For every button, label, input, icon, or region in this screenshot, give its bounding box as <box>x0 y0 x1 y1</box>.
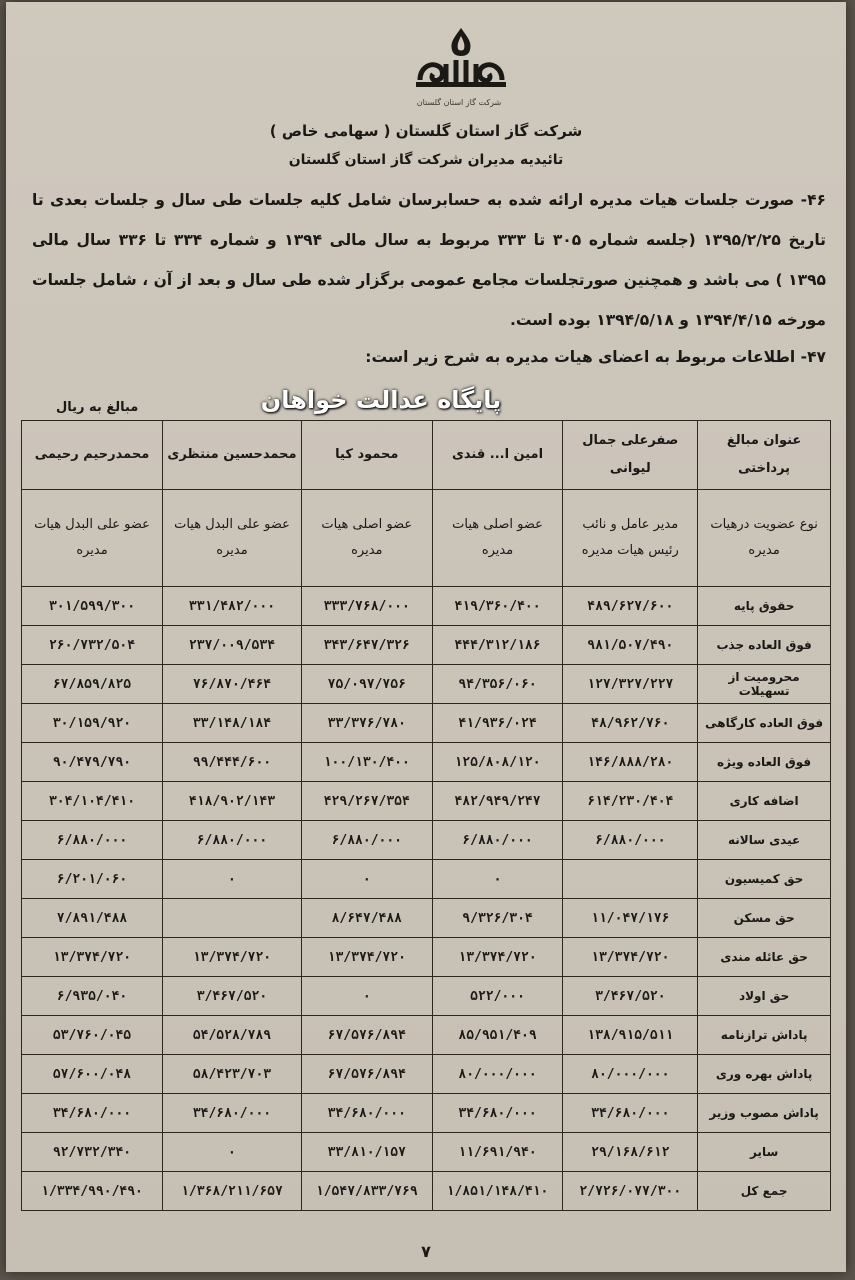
row-label: پاداش ترازنامه <box>698 1016 831 1055</box>
table-row <box>22 1172 831 1211</box>
amount-cell: ۳/۴۶۷/۵۲۰ <box>163 977 302 1016</box>
amount-cell: ۸۰/۰۰۰/۰۰۰ <box>563 1055 698 1094</box>
table-row <box>22 938 831 977</box>
row-label: محرومیت از تسهیلات <box>698 665 831 704</box>
member-name: محمود کیا <box>301 421 432 490</box>
table-row <box>22 977 831 1016</box>
amount-cell: ۱۳/۳۷۴/۷۲۰ <box>301 938 432 977</box>
amount-cell: ۶۷/۵۷۶/۸۹۴ <box>301 1016 432 1055</box>
amount-cell: ۲۹/۱۶۸/۶۱۲ <box>563 1133 698 1172</box>
amount-cell: ۱۳/۳۷۴/۷۲۰ <box>432 938 563 977</box>
amount-cell: ۳۴/۶۸۰/۰۰۰ <box>163 1094 302 1133</box>
amount-cell: ۵۳/۷۶۰/۰۴۵ <box>22 1016 163 1055</box>
row-label: حق عائله مندی <box>698 938 831 977</box>
table-row <box>22 743 831 782</box>
amount-cell: ۵۲۲/۰۰۰ <box>432 977 563 1016</box>
table-row <box>22 626 831 665</box>
amount-cell: ۰ <box>432 860 563 899</box>
logo-caption: شرکت گاز استان گلستان <box>416 98 502 107</box>
amount-cell: ۱/۸۵۱/۱۴۸/۴۱۰ <box>432 1172 563 1211</box>
amount-cell: ۶/۸۸۰/۰۰۰ <box>22 821 163 860</box>
watermark-text: پایگاه عدالت خواهان <box>260 386 502 414</box>
amount-cell: ۱۳/۳۷۴/۷۲۰ <box>163 938 302 977</box>
amount-cell: ۲۶۰/۷۳۲/۵۰۴ <box>22 626 163 665</box>
amount-cell: ۵۷/۶۰۰/۰۴۸ <box>22 1055 163 1094</box>
row-label: حق اولاد <box>698 977 831 1016</box>
amount-cell: ۶۷/۸۵۹/۸۲۵ <box>22 665 163 704</box>
company-logo-icon <box>406 24 516 94</box>
amount-cell: ۰ <box>163 1133 302 1172</box>
amount-cell: ۸/۶۴۷/۴۸۸ <box>301 899 432 938</box>
table-row <box>22 1016 831 1055</box>
amount-cell: ۶/۸۸۰/۰۰۰ <box>432 821 563 860</box>
amount-cell: ۶۱۴/۲۳۰/۴۰۴ <box>563 782 698 821</box>
amount-cell: ۲۳۷/۰۰۹/۵۳۴ <box>163 626 302 665</box>
note-47-heading: ۴۷- اطلاعات مربوط به اعضای هیات مدیره به شرح زیر است: <box>365 348 826 366</box>
table-row <box>22 782 831 821</box>
amount-cell: ۳۴/۶۸۰/۰۰۰ <box>563 1094 698 1133</box>
amount-cell: ۴۸۲/۹۴۹/۲۴۷ <box>432 782 563 821</box>
amount-cell: ۴۲۹/۲۶۷/۳۵۴ <box>301 782 432 821</box>
approval-title: تائیدیه مدیران شرکت گاز استان گلستان <box>288 152 564 168</box>
member-name: محمدحسین منتظری <box>163 421 302 490</box>
row-label: حق مسکن <box>698 899 831 938</box>
corner-header-name: عنوان مبالغ پرداختی <box>698 421 831 490</box>
amount-cell: ۰ <box>301 860 432 899</box>
amount-cell: ۹۸۱/۵۰۷/۴۹۰ <box>563 626 698 665</box>
amount-cell: ۳۳/۳۷۶/۷۸۰ <box>301 704 432 743</box>
amount-cell: ۲/۷۲۶/۰۷۷/۳۰۰ <box>563 1172 698 1211</box>
amount-cell: ۴۱۸/۹۰۲/۱۴۳ <box>163 782 302 821</box>
row-label: سایر <box>698 1133 831 1172</box>
amount-cell: ۱/۳۶۸/۲۱۱/۶۵۷ <box>163 1172 302 1211</box>
table-row <box>22 1133 831 1172</box>
page-number: ۷ <box>421 1242 431 1261</box>
amount-cell: ۱/۵۴۷/۸۳۳/۷۶۹ <box>301 1172 432 1211</box>
table-header-roles <box>22 490 831 587</box>
amount-cell: ۳۳۳/۷۶۸/۰۰۰ <box>301 587 432 626</box>
amount-cell: ۳۳/۱۴۸/۱۸۴ <box>163 704 302 743</box>
amount-cell: ۳۳۱/۴۸۲/۰۰۰ <box>163 587 302 626</box>
row-label: فوق العاده ویژه <box>698 743 831 782</box>
table-row <box>22 665 831 704</box>
amount-cell: ۶۷/۵۷۶/۸۹۴ <box>301 1055 432 1094</box>
amount-cell: ۴۴۴/۳۱۲/۱۸۶ <box>432 626 563 665</box>
table-header-names <box>22 421 831 490</box>
amount-cell: ۱۳/۳۷۴/۷۲۰ <box>563 938 698 977</box>
amount-cell: ۳۴/۶۸۰/۰۰۰ <box>432 1094 563 1133</box>
amount-cell: ۶/۸۸۰/۰۰۰ <box>563 821 698 860</box>
amount-cell: ۱/۳۳۴/۹۹۰/۴۹۰ <box>22 1172 163 1211</box>
amount-cell: ۷/۸۹۱/۴۸۸ <box>22 899 163 938</box>
row-label: حقوق پایه <box>698 587 831 626</box>
member-name: محمدرحیم رحیمی <box>22 421 163 490</box>
row-label: پاداش مصوب وزیر <box>698 1094 831 1133</box>
row-label: فوق العاده کارگاهی <box>698 704 831 743</box>
table-row <box>22 860 831 899</box>
currency-unit-label: مبالغ به ریال <box>56 400 139 415</box>
amount-cell: ۱۴۶/۸۸۸/۲۸۰ <box>563 743 698 782</box>
amount-cell: ۳۰۴/۱۰۴/۴۱۰ <box>22 782 163 821</box>
member-name: امین ا... قندی <box>432 421 563 490</box>
row-label: حق کمیسیون <box>698 860 831 899</box>
amount-cell: ۱۳/۳۷۴/۷۲۰ <box>22 938 163 977</box>
amount-cell: ۴۱۹/۳۶۰/۴۰۰ <box>432 587 563 626</box>
amount-cell <box>163 899 302 938</box>
row-label: اضافه کاری <box>698 782 831 821</box>
corner-header-role: نوع عضویت درهیات مدیره <box>698 490 831 587</box>
member-role: عضو علی البدل هیات مدیره <box>163 490 302 587</box>
amount-cell: ۱۳۸/۹۱۵/۵۱۱ <box>563 1016 698 1055</box>
amount-cell: ۸۰/۰۰۰/۰۰۰ <box>432 1055 563 1094</box>
table-row <box>22 587 831 626</box>
amount-cell: ۳۰/۱۵۹/۹۲۰ <box>22 704 163 743</box>
amount-cell: ۱۱/۰۴۷/۱۷۶ <box>563 899 698 938</box>
amount-cell: ۹۰/۴۷۹/۷۹۰ <box>22 743 163 782</box>
row-label: عیدی سالانه <box>698 821 831 860</box>
amount-cell: ۴۱/۹۳۶/۰۲۴ <box>432 704 563 743</box>
amount-cell: ۳/۴۶۷/۵۲۰ <box>563 977 698 1016</box>
table-row <box>22 1055 831 1094</box>
amount-cell: ۶/۸۸۰/۰۰۰ <box>163 821 302 860</box>
amount-cell: ۹۲/۷۳۲/۳۴۰ <box>22 1133 163 1172</box>
amount-cell: ۶/۹۳۵/۰۴۰ <box>22 977 163 1016</box>
amount-cell: ۴۸/۹۶۲/۷۶۰ <box>563 704 698 743</box>
amount-cell: ۳۴/۶۸۰/۰۰۰ <box>22 1094 163 1133</box>
amount-cell: ۰ <box>301 977 432 1016</box>
document-page <box>6 2 846 1272</box>
member-role: عضو علی البدل هیات مدیره <box>22 490 163 587</box>
amount-cell: ۸۵/۹۵۱/۴۰۹ <box>432 1016 563 1055</box>
amount-cell: ۳۴/۶۸۰/۰۰۰ <box>301 1094 432 1133</box>
table-row <box>22 1094 831 1133</box>
amount-cell: ۱۱/۶۹۱/۹۴۰ <box>432 1133 563 1172</box>
row-label: فوق العاده جذب <box>698 626 831 665</box>
amount-cell: ۷۵/۰۹۷/۷۵۶ <box>301 665 432 704</box>
amount-cell: ۳۰۱/۵۹۹/۳۰۰ <box>22 587 163 626</box>
amount-cell: ۹/۳۲۶/۳۰۴ <box>432 899 563 938</box>
amount-cell: ۱۲۵/۸۰۸/۱۲۰ <box>432 743 563 782</box>
member-name: صفرعلی جمال لیوانی <box>563 421 698 490</box>
note-46-paragraph: ۴۶- صورت جلسات هیات مدیره ارائه شده به حسابرسان شامل کلیه جلسات طی سال و جلسات بعدی تا تاریخ ۱۳۹۵/۲/۲۵ (جلسه شماره ۳۰۵ تا ۳۳۳ مربوط به سال مالی ۱۳۹۴ و شماره ۳۳۴ تا ۳۳۶ سال مالی ۱۳۹۵ ) می باشد و همچنین صورتجلسات مجامع عمومی برگزار شده طی سال و بعد از آن ، شامل جلسات مورخه ۱۳۹۴/۴/۱۵ و ۱۳۹۴/۵/۱۸ بوده است. <box>32 191 826 329</box>
table-row <box>22 899 831 938</box>
amount-cell: ۳۳/۸۱۰/۱۵۷ <box>301 1133 432 1172</box>
board-payments-table <box>21 420 831 1211</box>
amount-cell: ۵۸/۴۲۳/۷۰۳ <box>163 1055 302 1094</box>
amount-cell: ۴۸۹/۶۲۷/۶۰۰ <box>563 587 698 626</box>
amount-cell: ۵۴/۵۲۸/۷۸۹ <box>163 1016 302 1055</box>
row-label: پاداش بهره وری <box>698 1055 831 1094</box>
table-row <box>22 821 831 860</box>
amount-cell: ۳۴۳/۶۴۷/۳۲۶ <box>301 626 432 665</box>
amount-cell <box>563 860 698 899</box>
table-row <box>22 704 831 743</box>
amount-cell: ۰ <box>163 860 302 899</box>
member-role: عضو اصلی هیات مدیره <box>432 490 563 587</box>
member-role: مدیر عامل و نائب رئیس هیات مدیره <box>563 490 698 587</box>
amount-cell: ۹۴/۳۵۶/۰۶۰ <box>432 665 563 704</box>
row-label: جمع کل <box>698 1172 831 1211</box>
amount-cell: ۹۹/۴۴۴/۶۰۰ <box>163 743 302 782</box>
company-name: شرکت گاز استان گلستان ( سهامی خاص ) <box>269 122 583 140</box>
member-role: عضو اصلی هیات مدیره <box>301 490 432 587</box>
amount-cell: ۱۰۰/۱۳۰/۴۰۰ <box>301 743 432 782</box>
amount-cell: ۶/۲۰۱/۰۶۰ <box>22 860 163 899</box>
amount-cell: ۶/۸۸۰/۰۰۰ <box>301 821 432 860</box>
amount-cell: ۷۶/۸۷۰/۴۶۴ <box>163 665 302 704</box>
amount-cell: ۱۲۷/۳۲۷/۲۲۷ <box>563 665 698 704</box>
